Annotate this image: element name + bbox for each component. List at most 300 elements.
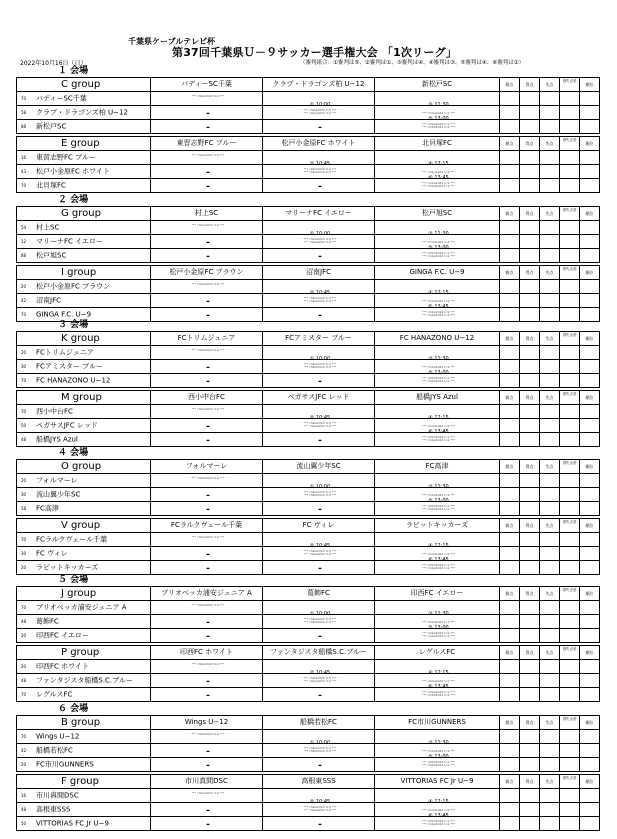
team-name (17, 280, 151, 293)
group-table (16, 774, 600, 831)
venue-heading: １ 会場 (58, 66, 89, 76)
team-number: 48 (21, 437, 27, 442)
referee-text: *** chiba2022 U-9 *** (422, 181, 455, 185)
stat-cell (500, 308, 520, 321)
team-label: FC ヴィレ (36, 549, 68, 558)
stat-cell (500, 280, 520, 293)
match-time: ⑥ 13:45 (428, 684, 449, 690)
match-time: ⑥ 13:45 (428, 429, 449, 435)
team-label: 北貝塚FC (36, 181, 66, 190)
team-label: レグルスFC (36, 690, 73, 699)
referee-text: *** chiba2022 U-9 *** (422, 634, 455, 638)
score-dash: - (318, 505, 322, 515)
group-table (16, 265, 600, 322)
team-label: 印西FC ホワイト (36, 662, 89, 671)
stat-cell (540, 601, 560, 614)
stat-cell (500, 533, 520, 546)
team-name (17, 433, 151, 446)
group-name: M group (17, 391, 151, 404)
team-number: 20 (21, 350, 27, 355)
team-name (17, 120, 151, 133)
team-label: 船橋JYS Azul (36, 435, 78, 444)
match-time: ④ 12:15 (428, 290, 449, 296)
stat-cell (500, 360, 520, 373)
stat-header: 失点 (540, 332, 560, 345)
referee-text: *** chiba2022 U-9 *** (191, 153, 225, 157)
stat-cell (540, 405, 560, 418)
score-dash: - (206, 182, 210, 192)
opponent-header: ファンタジスタ船橋S.C.ブルー (263, 646, 375, 659)
stat-cell (500, 615, 520, 628)
stat-cell (560, 419, 580, 432)
stat-cell (540, 165, 560, 178)
team-number: 20 (21, 762, 27, 767)
stat-cell (560, 92, 580, 105)
team-label: 西小中台FC (36, 407, 73, 416)
referee-text: *** chiba2022 U-9 *** (422, 819, 455, 823)
stat-cell (540, 688, 560, 701)
stat-cell (580, 730, 600, 743)
stat-cell (520, 502, 540, 515)
opponent-header: 西小中台FC (151, 391, 263, 404)
stat-cell (580, 674, 600, 687)
stat-header: 勝点 (500, 775, 520, 788)
stat-cell (520, 419, 540, 432)
stat-cell (560, 803, 580, 816)
opponent-header: 印西FC イエロー (375, 587, 500, 600)
stat-cell (500, 561, 520, 574)
referee-text: *** chiba2022 U-9 *** (303, 805, 337, 809)
stat-cell (540, 502, 560, 515)
opponent-header: GINGA F.C. U−9 (375, 266, 500, 279)
score-dash: - (318, 436, 322, 446)
opponent-header: 船橋JYS Azul (375, 391, 500, 404)
stat-cell (540, 789, 560, 802)
stat-cell (520, 561, 540, 574)
team-number: 42 (21, 748, 27, 753)
opponent-header: 村上SC (151, 207, 263, 220)
group-table (16, 206, 600, 263)
team-name (17, 789, 151, 802)
team-label: 印西FC イエロー (36, 631, 89, 640)
score-dash: - (206, 311, 210, 321)
stat-cell (580, 92, 600, 105)
stat-cell (540, 106, 560, 119)
stat-cell (580, 419, 600, 432)
opponent-header: 松戸小金原FC ブラウン (151, 266, 263, 279)
score-dash: - (206, 363, 210, 373)
stat-header: 得失点差 (560, 266, 580, 279)
team-label: VITTORIAS FC Jr U−9 (36, 819, 109, 828)
score-dash: - (206, 252, 210, 262)
stat-header: 失点 (540, 391, 560, 404)
team-name (17, 179, 151, 192)
referee-text: *** chiba2022 U-9 *** (303, 111, 337, 115)
opponent-header: 沼南JFC (263, 266, 375, 279)
stat-cell (580, 561, 600, 574)
team-number: 50 (21, 821, 27, 826)
referee-text: *** chiba2022 U-9 *** (303, 746, 337, 750)
team-number: 88 (21, 253, 27, 258)
stat-cell (580, 789, 600, 802)
stat-cell (500, 165, 520, 178)
stat-cell (520, 744, 540, 757)
referee-text: *** chiba2022 U-9 *** (422, 504, 455, 508)
referee-text: *** chiba2022 U-9 *** (422, 493, 455, 497)
stat-cell (500, 730, 520, 743)
stat-header: 得点 (520, 391, 540, 404)
stat-cell (540, 488, 560, 501)
stat-cell (500, 744, 520, 757)
stat-header: 得失点差 (560, 716, 580, 729)
group-header-row (17, 78, 600, 92)
stat-cell (580, 601, 600, 614)
stat-header: 勝点 (500, 519, 520, 532)
stat-cell (560, 758, 580, 771)
stat-header: 勝点 (500, 78, 520, 91)
stat-cell (540, 235, 560, 248)
team-number: 88 (21, 124, 27, 129)
match-time: ⑥ 13:45 (428, 304, 449, 310)
stat-cell (520, 817, 540, 830)
stat-cell (540, 249, 560, 262)
stat-cell (500, 674, 520, 687)
match-time: ① 10:00 (309, 740, 331, 746)
team-number: 58 (21, 506, 27, 511)
stat-cell (520, 294, 540, 307)
venue-heading: ６ 会場 (58, 704, 89, 714)
team-name (17, 803, 151, 816)
stat-cell (500, 405, 520, 418)
team-label: FCトリムジュニア (36, 348, 94, 357)
stat-cell (560, 346, 580, 359)
opponent-header: レグルスFC (375, 646, 500, 659)
opponent-header: フォルマーレ (151, 460, 263, 473)
score-dash: - (206, 747, 210, 757)
group-name: K group (17, 332, 151, 345)
stat-cell (580, 474, 600, 487)
team-number: 48 (21, 678, 27, 683)
team-number: 30 (21, 492, 27, 497)
match-time: ① 10:00 (309, 102, 331, 108)
referee-text: *** chiba2022 U-9 *** (303, 552, 337, 556)
stat-cell (500, 221, 520, 234)
score-dash: - (206, 505, 210, 515)
stat-header: 得失点差 (560, 646, 580, 659)
stat-cell (560, 120, 580, 133)
stat-header: 順位 (580, 137, 600, 150)
stat-cell (500, 235, 520, 248)
stat-cell (580, 120, 600, 133)
stat-cell (560, 730, 580, 743)
referee-text: *** chiba2022 U-9 *** (303, 676, 337, 680)
stat-cell (560, 474, 580, 487)
stat-header: 順位 (580, 266, 600, 279)
match-time: ⑤ 13:00 (428, 625, 449, 631)
score-dash: - (206, 820, 210, 830)
stat-cell (580, 533, 600, 546)
score-dash: - (206, 677, 210, 687)
team-number: 30 (21, 364, 27, 369)
score-dash: - (206, 238, 210, 248)
stat-cell (560, 660, 580, 673)
stat-header: 得失点差 (560, 775, 580, 788)
stat-header: 順位 (580, 207, 600, 220)
stat-cell (580, 179, 600, 192)
stat-header: 勝点 (500, 587, 520, 600)
stat-cell (500, 249, 520, 262)
stat-cell (520, 249, 540, 262)
stat-cell (500, 488, 520, 501)
stat-header: 失点 (540, 519, 560, 532)
referee-text: *** chiba2022 U-9 *** (422, 679, 455, 683)
referee-text: *** chiba2022 U-9 *** (422, 808, 455, 812)
stat-cell (580, 151, 600, 164)
match-time: ⑤ 13:00 (428, 498, 449, 504)
referee-text: *** chiba2022 U-9 *** (303, 679, 337, 683)
stat-cell (580, 817, 600, 830)
group-table (16, 518, 600, 575)
stat-cell (520, 688, 540, 701)
referee-text: *** chiba2022 U-9 *** (422, 125, 455, 129)
group-table (16, 77, 600, 134)
stat-cell (560, 151, 580, 164)
opponent-header: ラビットキッカーズ (375, 519, 500, 532)
stat-header: 順位 (580, 775, 600, 788)
stat-header: 得失点差 (560, 587, 580, 600)
stat-cell (540, 280, 560, 293)
team-name (17, 405, 151, 418)
stat-cell (580, 744, 600, 757)
team-name (17, 601, 151, 614)
referee-text: *** chiba2022 U-9 *** (303, 620, 337, 624)
stat-cell (500, 294, 520, 307)
team-label: 葛飾FC (36, 617, 59, 626)
group-header-row (17, 519, 600, 533)
team-label: ラビットキッカーズ (36, 563, 99, 572)
score-dash: - (318, 691, 322, 701)
stat-cell (580, 433, 600, 446)
team-name (17, 615, 151, 628)
venue-heading: ５ 会場 (58, 575, 89, 585)
referee-text: *** chiba2022 U-9 *** (191, 662, 225, 666)
stat-cell (540, 803, 560, 816)
referee-text: *** chiba2022 U-9 *** (422, 763, 455, 767)
score-dash: - (318, 182, 322, 192)
stat-cell (500, 179, 520, 192)
opponent-header: 船橋若松FC (263, 716, 375, 729)
team-label: 新松戸SC (36, 122, 67, 131)
score-dash: - (206, 168, 210, 178)
stat-cell (560, 433, 580, 446)
group-header-row (17, 775, 600, 789)
referee-text: *** chiba2022 U-9 *** (191, 282, 225, 286)
stat-cell (560, 106, 580, 119)
team-label: ブリオベッカ浦安ジュニア A (36, 603, 127, 612)
referee-text: *** chiba2022 U-9 *** (303, 421, 337, 425)
team-number: 70 (21, 734, 27, 739)
stat-cell (520, 660, 540, 673)
title-line1: 千葉県ケーブルテレビ杯 (128, 37, 216, 46)
opponent-header: FCラルクヴェール千葉 (151, 519, 263, 532)
opponent-header: FCトリムジュニア (151, 332, 263, 345)
referee-text: *** chiba2022 U-9 *** (422, 240, 455, 244)
match-time: ③ 11:30 (428, 740, 449, 746)
stat-cell (560, 744, 580, 757)
match-time: ② 10:45 (309, 543, 331, 549)
team-number: 48 (21, 807, 27, 812)
stat-cell (500, 419, 520, 432)
stat-header: 失点 (540, 587, 560, 600)
score-dash: - (318, 761, 322, 771)
stat-cell (580, 660, 600, 673)
group-table (16, 715, 600, 772)
opponent-header: クラブ・ドラゴンズ柏 U−12 (263, 78, 375, 91)
stat-cell (500, 433, 520, 446)
referee-note: （審判組合：①審判は⑤、②審判は①、③審判は④、④審判は③、⑤審判は④、⑥審判は②） (300, 60, 525, 66)
stat-cell (500, 374, 520, 387)
stat-cell (560, 360, 580, 373)
group-name: C group (17, 78, 151, 91)
referee-text: *** chiba2022 U-9 *** (422, 111, 455, 115)
team-label: フォルマーレ (36, 476, 78, 485)
referee-text: *** chiba2022 U-9 *** (422, 690, 455, 694)
referee-text: *** chiba2022 U-9 *** (303, 240, 337, 244)
team-number: 70 (21, 312, 27, 317)
team-label: バディーSC千葉 (36, 94, 87, 103)
match-time: ⑤ 13:00 (428, 245, 449, 251)
stat-cell (580, 294, 600, 307)
stat-cell (520, 758, 540, 771)
stat-cell (520, 601, 540, 614)
match-time: ② 10:45 (309, 670, 331, 676)
stat-cell (560, 405, 580, 418)
team-name (17, 360, 151, 373)
referee-text: *** chiba2022 U-9 *** (422, 566, 455, 570)
opponent-header: バディーSC千葉 (151, 78, 263, 91)
opponent-header: 市川真間DSC (151, 775, 263, 788)
stat-cell (560, 280, 580, 293)
stat-cell (560, 308, 580, 321)
stat-cell (520, 165, 540, 178)
stat-cell (540, 758, 560, 771)
stat-cell (580, 106, 600, 119)
team-number: 20 (21, 284, 27, 289)
stat-cell (540, 221, 560, 234)
group-table (16, 331, 600, 388)
stat-cell (520, 789, 540, 802)
referee-text: *** chiba2022 U-9 *** (303, 424, 337, 428)
stat-header: 得点 (520, 460, 540, 473)
stat-header: 勝点 (500, 391, 520, 404)
stat-cell (540, 151, 560, 164)
referee-text: *** chiba2022 U-9 *** (422, 310, 455, 314)
stat-header: 得失点差 (560, 391, 580, 404)
team-name (17, 235, 151, 248)
team-number: 20 (21, 664, 27, 669)
group-name: B group (17, 716, 151, 729)
stat-cell (540, 120, 560, 133)
match-time: ① 10:00 (309, 356, 331, 362)
stat-header: 順位 (580, 78, 600, 91)
score-dash: - (318, 311, 322, 321)
stat-header: 勝点 (500, 332, 520, 345)
stat-cell (580, 280, 600, 293)
team-label: FC高津 (36, 504, 59, 513)
stat-cell (520, 360, 540, 373)
stat-cell (560, 165, 580, 178)
score-dash: - (318, 820, 322, 830)
stat-cell (520, 803, 540, 816)
stat-cell (560, 502, 580, 515)
group-name: E group (17, 137, 151, 150)
stat-header: 失点 (540, 646, 560, 659)
referee-text: *** chiba2022 U-9 *** (422, 376, 455, 380)
stat-cell (580, 221, 600, 234)
stat-cell (560, 561, 580, 574)
stat-cell (540, 674, 560, 687)
stat-header: 失点 (540, 460, 560, 473)
opponent-header: 流山翼少年SC (263, 460, 375, 473)
score-dash: - (206, 491, 210, 501)
team-name (17, 758, 151, 771)
stat-cell (540, 308, 560, 321)
match-time: ⑤ 13:00 (428, 754, 449, 760)
match-time: ④ 12:15 (428, 670, 449, 676)
stat-cell (520, 474, 540, 487)
score-dash: - (318, 123, 322, 133)
score-dash: - (206, 123, 210, 133)
team-name (17, 474, 151, 487)
team-label: マリーナFC イエロー (36, 237, 103, 246)
stat-cell (500, 629, 520, 642)
stat-cell (560, 235, 580, 248)
match-time: ④ 12:15 (428, 415, 449, 421)
stat-cell (520, 235, 540, 248)
stat-cell (500, 660, 520, 673)
referee-text: *** chiba2022 U-9 *** (422, 693, 455, 697)
referee-text: *** chiba2022 U-9 *** (191, 791, 225, 795)
referee-text: *** chiba2022 U-9 *** (191, 476, 225, 480)
stat-cell (520, 615, 540, 628)
team-number: 70 (21, 183, 27, 188)
referee-text: *** chiba2022 U-9 *** (303, 617, 337, 621)
stat-cell (520, 730, 540, 743)
team-label: FCラルクヴェール千葉 (36, 535, 108, 544)
referee-text: *** chiba2022 U-9 *** (422, 379, 455, 383)
stat-header: 得点 (520, 519, 540, 532)
venue-heading: ２ 会場 (58, 195, 89, 205)
stat-cell (520, 674, 540, 687)
team-label: 村上SC (36, 223, 60, 232)
stat-header: 失点 (540, 775, 560, 788)
referee-text: *** chiba2022 U-9 *** (191, 94, 225, 98)
match-time: ② 10:45 (309, 799, 331, 805)
team-name (17, 547, 151, 560)
team-name (17, 744, 151, 757)
stat-cell (520, 629, 540, 642)
team-label: 松戸小金原FC ホワイト (36, 167, 110, 176)
stat-cell (540, 433, 560, 446)
group-header-row (17, 266, 600, 280)
stat-header: 得失点差 (560, 207, 580, 220)
stat-cell (580, 249, 600, 262)
team-name (17, 629, 151, 642)
stat-cell (540, 474, 560, 487)
stat-cell (540, 615, 560, 628)
match-time: ① 10:00 (309, 484, 331, 490)
stat-cell (560, 789, 580, 802)
